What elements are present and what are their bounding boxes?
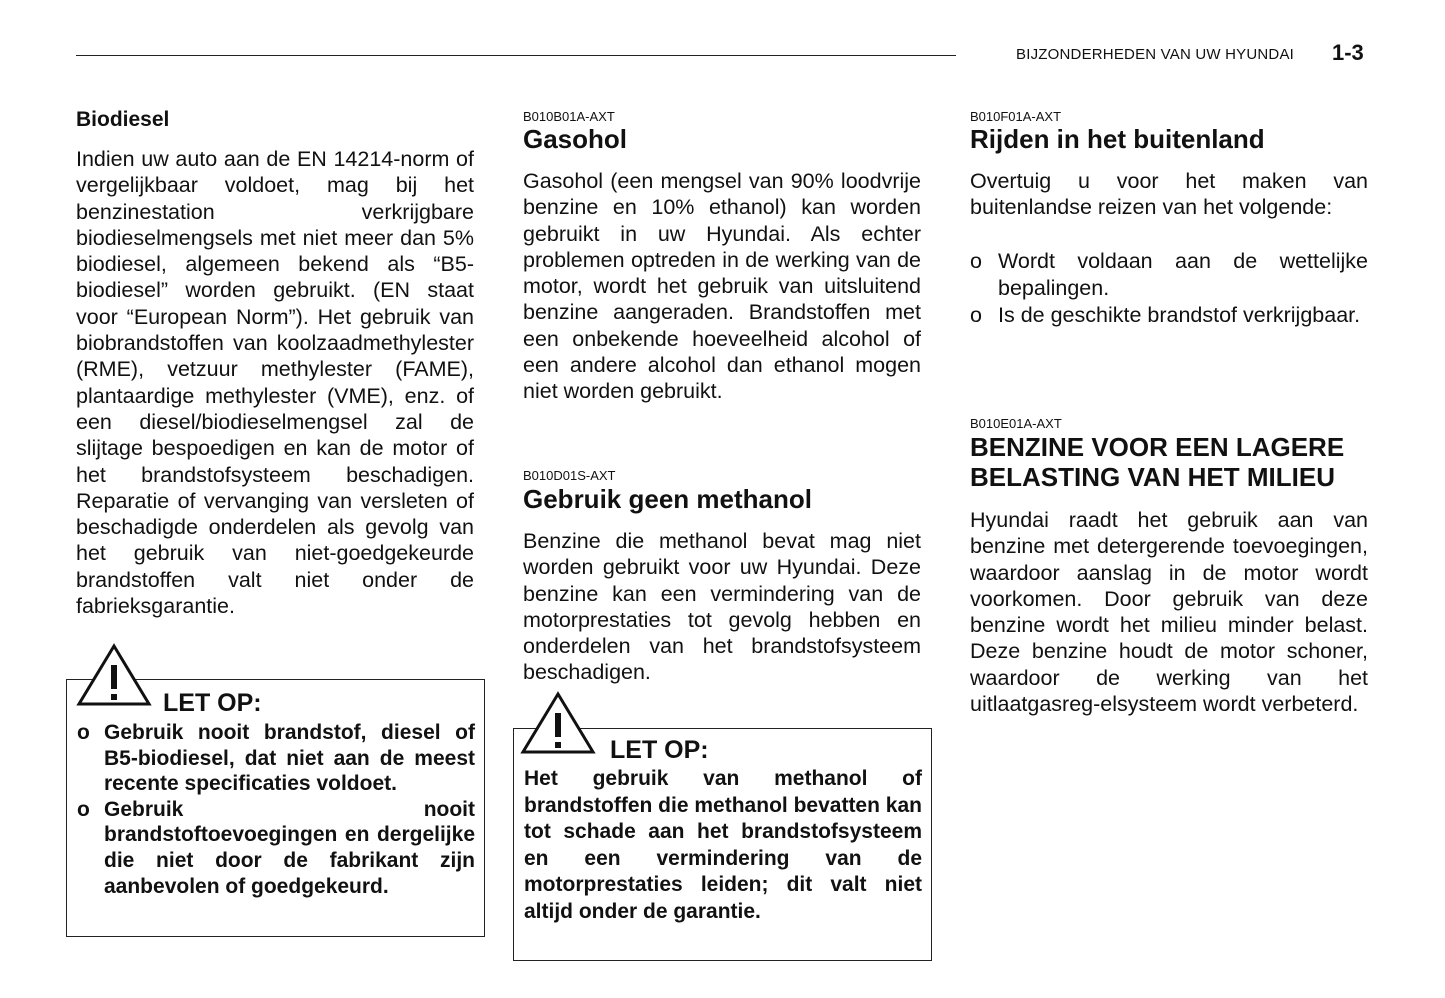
gasohol-title: Gasohol bbox=[523, 124, 628, 154]
page-number: 1-3 bbox=[1332, 40, 1364, 65]
caution-fuel-item-text: Gebruik nooit brandstof, diesel of B5-biodiesel, dat niet aan de meest recente specificaties voldoet. bbox=[104, 721, 475, 796]
abroad-paragraph: Overtuig u voor het maken van buitenlandse reizen van het volgende: bbox=[970, 169, 1368, 220]
abroad-list bbox=[970, 248, 1368, 328]
bullet: o bbox=[77, 721, 90, 744]
methanol-paragraph: Benzine die methanol bevat mag niet worden gebruikt voor uw Hyundai. Deze benzine kan een vermindering van de motorprestaties tot gevolg hebben en onderdelen van het brandstofsysteem beschadigen. bbox=[523, 529, 921, 685]
lowimpact-paragraph: Hyundai raadt het gebruik aan van benzine met detergerende toevoegingen, waardoor aanslag in de motor wordt voorkomen. Door gebruik van deze benzine wordt het milieu minder belast. Deze benzine houdt de motor schoner, waardoor de werking van het uitlaatgasreg-elsysteem wordt verbeterd. bbox=[970, 508, 1368, 717]
caution-methanol-text: Het gebruik van methanol of brandstoffen die methanol bevatten kan tot schade aan het brandstofsysteem en een vermindering van de motorprestaties leiden; dit valt niet altijd onder de garantie. bbox=[524, 767, 922, 923]
bullet: o bbox=[970, 302, 982, 327]
biodiesel-paragraph: Indien uw auto aan de EN 14214-norm of vergelijkbaar voldoet, mag bij het benzinestation verkrijgbare biodieselmengsels met niet meer dan 5% biodiesel, algemeen bekend als “B5-biodiesel” worden gebruikt. (EN staat voor “European Norm”). Het gebruik van biobrandstoffen van koolzaadmethylester (RME), vetzuur methylester (FAME), plantaardige methylester (VME), enz. of een diesel/biodieselmengsel zal de slijtage bespoedigen en kan de motor of het brandstofsysteem beschadigen. Reparatie of vervanging van versleten of beschadigde onderdelen als gevolg van het gebruik van niet-goedgekeurde brandstoffen valt niet onder de fabrieksgarantie. bbox=[76, 147, 474, 619]
caution-box-fuel bbox=[66, 679, 485, 937]
header-rule bbox=[76, 55, 956, 56]
bullet: o bbox=[970, 249, 982, 273]
list-item bbox=[970, 302, 1368, 329]
list-item bbox=[970, 248, 1368, 302]
bullet: o bbox=[77, 797, 90, 821]
abroad-code: B010F01A-AXT bbox=[970, 109, 1062, 124]
running-header: BIJZONDERHEDEN VAN UW HYUNDAI bbox=[1016, 46, 1295, 63]
methanol-code: B010D01S-AXT bbox=[523, 468, 616, 483]
caution-fuel-list bbox=[77, 720, 475, 899]
caution-fuel-title: LET OP: bbox=[163, 689, 262, 717]
caution-methanol-title: LET OP: bbox=[610, 736, 709, 764]
caution-fuel-item-text: Gebruik nooit brandstoftoevoegingen en dergelijke die niet door de fabrikant zijn aanbevolen of goedgekeurd. bbox=[104, 797, 475, 898]
methanol-title: Gebruik geen methanol bbox=[523, 484, 812, 514]
gasohol-paragraph: Gasohol (een mengsel van 90% loodvrije benzine en 10% ethanol) kan worden gebruikt in uw Hyundai. Als echter problemen optreden in de werking van de motor, wordt het gebruik van uitsluitend benzine aangeraden. Brandstoffen met een onbekende hoeveelheid alcohol of een andere alcohol dan ethanol mogen niet worden gebruikt. bbox=[523, 169, 921, 404]
list-item-text: Is de geschikte brandstof verkrijgbaar. bbox=[998, 302, 1361, 327]
gasohol-code: B010B01A-AXT bbox=[523, 109, 615, 124]
lowimpact-code: B010E01A-AXT bbox=[970, 416, 1062, 431]
abroad-title: Rijden in het buitenland bbox=[970, 124, 1265, 154]
caution-fuel-item bbox=[77, 720, 475, 797]
biodiesel-title: Biodiesel bbox=[76, 108, 170, 131]
caution-box-methanol bbox=[513, 728, 932, 961]
warning-triangle-icon bbox=[520, 690, 596, 756]
lowimpact-title: BENZINE VOOR EEN LAGERE BELASTING VAN HET MILIEU bbox=[970, 432, 1345, 492]
list-item-text: Wordt voldaan aan de wettelijke bepalingen. bbox=[998, 249, 1368, 300]
warning-triangle-icon bbox=[76, 642, 152, 708]
caution-fuel-item bbox=[77, 797, 475, 899]
